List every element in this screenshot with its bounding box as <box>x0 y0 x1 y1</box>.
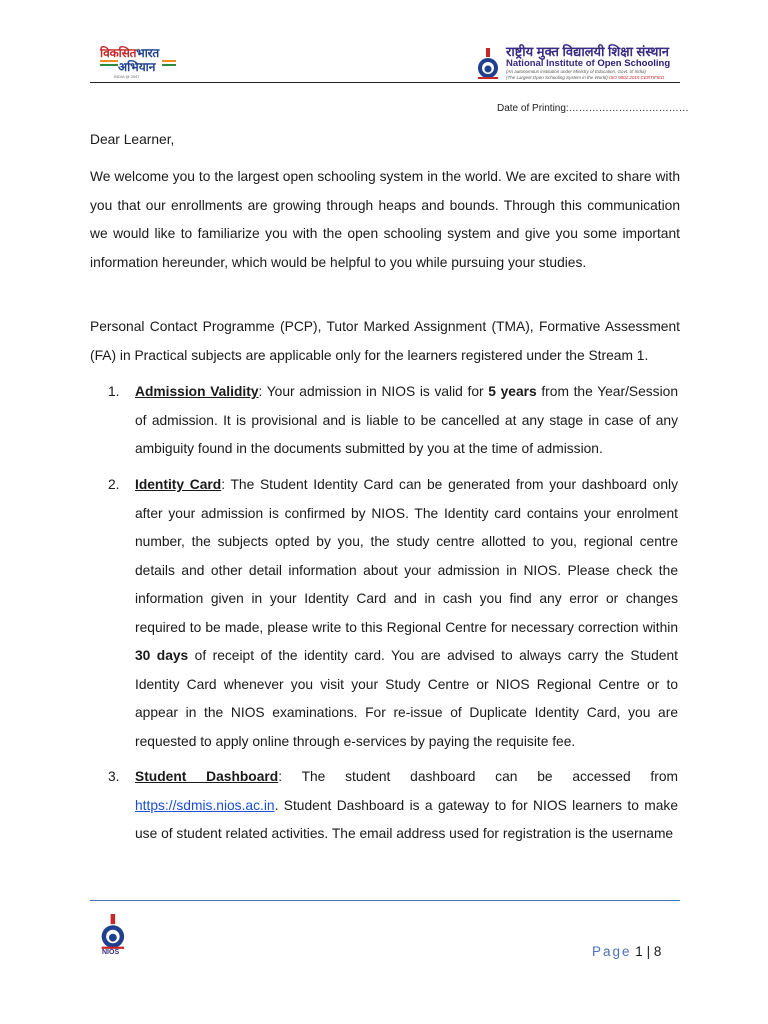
institute-subtitle: (An autonomous institution under Ministry of Education, Govt. of India) <box>506 69 646 74</box>
salutation: Dear Learner, <box>90 132 175 147</box>
header-divider <box>90 82 680 83</box>
institute-hindi-name: राष्ट्रीय मुक्त विद्यालयी शिक्षा संस्थान <box>506 44 670 59</box>
nios-footer-label: NIOS <box>102 949 120 956</box>
page-number: Page 1 | 8 <box>592 944 662 959</box>
institute-tagline: (The Largest Open Schooling System in the World) ISO 9001:2015 CERTIFIED <box>506 75 665 80</box>
list-item-number: 2. <box>108 477 120 492</box>
nios-logo-icon <box>100 914 128 950</box>
footer-divider <box>90 900 680 901</box>
list-item-title: Student Dashboard <box>135 769 279 784</box>
list-item-body: Admission Validity: Your admission in NIOS is valid for 5 years from the Year/Session of admission. It is provisional and is liable to be cancelled at any stage in case of any ambiguity found in the documents submitted by you at the time of admission. <box>135 384 678 456</box>
date-of-printing: Date of Printing:……………………………… <box>497 103 689 114</box>
list-item-title: Admission Validity <box>135 384 259 399</box>
list-item-number: 3. <box>108 769 120 784</box>
viksit-bharat-logo: विकसितभारत अभियान INDIA @ 2047 <box>100 44 180 84</box>
list-item-body: Identity Card: The Student Identity Card can be generated from your dashboard only after your admission is confirmed by NIOS. The Identity card contains your enrolment number, the subjects opted by you, the study centre allotted to you, regional centre details and other detail information about your admission in NIOS. Please check the information given in your Identity Card and in cash you find any error or changes required to be made, please write to this Regional Centre for necessary correction within 30 days of receipt of the identity card. You are advised to always carry the Student Identity Card whenever you visit your Study Centre or NIOS Regional Centre or to appear in the NIOS examinations. For re-issue of Duplicate Identity Card, you are requested to apply online through e-services by paying the requisite fee. <box>135 477 678 749</box>
dashboard-link[interactable]: https://sdmis.nios.ac.in <box>135 797 275 813</box>
list-item-body: Student Dashboard: The student dashboard can be accessed from https://sdmis.nios.ac.in. Student Dashboard is a gateway to for NIOS learners to make use of student related activities. The email address used for registration is the username <box>135 769 678 841</box>
intro-paragraph: We welcome you to the largest open schooling system in the world. We are excited to share with you that our enrollments are growing through heaps and bounds. Through this communication we would like to familiarize you with the open schooling system and give you some important information hereunder, which would be helpful to you while pursuing your studies. <box>90 169 680 270</box>
institute-english-name: National Institute of Open Schooling <box>506 58 671 69</box>
list-item-title: Identity Card <box>135 477 222 492</box>
tricolor-stripes-icon <box>162 60 176 68</box>
tricolor-stripes-icon <box>100 60 118 68</box>
nios-logo-icon <box>477 48 501 80</box>
list-item-number: 1. <box>108 384 120 399</box>
stream-note-paragraph: Personal Contact Programme (PCP), Tutor Marked Assignment (TMA), Formative Assessment (FA) in Practical subjects are applicable only for the learners registered under the Stream 1. <box>90 319 680 363</box>
